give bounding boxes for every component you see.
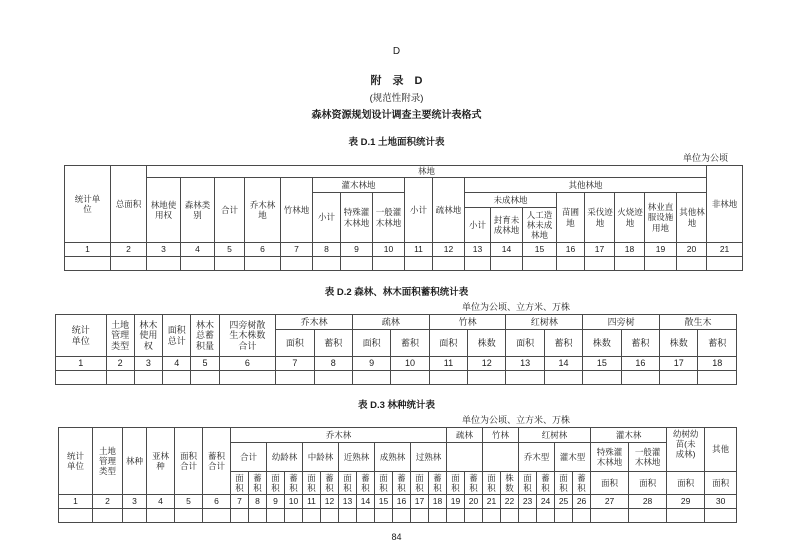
d1-header-forest-category-label: 森林类别 [184, 199, 211, 220]
d3-col-number: 2 [93, 495, 123, 509]
d2-col-number: 2 [106, 357, 134, 371]
d1-header-planted-young [523, 208, 557, 243]
d2-group-scattered-trees: 散生木 [660, 315, 737, 330]
d3-header-stock [393, 472, 411, 495]
d1-col-number: 4 [181, 243, 215, 257]
d3-empty-cell [465, 509, 483, 523]
d3-header-area-total-label: 面积合计 [179, 450, 197, 471]
table-d3 [58, 427, 737, 523]
d2-header-land-mgmt-type [106, 315, 134, 357]
d3-empty-cell [501, 509, 519, 523]
d3-header-area [375, 472, 393, 495]
d3-header-area-label: 面积 [487, 472, 496, 493]
d3-header-area-total [175, 428, 203, 495]
d3-empty-cell [285, 509, 303, 523]
d1-empty-cell [677, 257, 707, 271]
d3-empty-cell [303, 509, 321, 523]
d3-header-area [483, 472, 501, 495]
d3-header-near-mature: 近熟林 [339, 443, 375, 472]
d2-col-number: 1 [56, 357, 107, 371]
d3-empty-cell [629, 509, 667, 523]
d3-col-number: 5 [175, 495, 203, 509]
d3-header-stock-label: 蓄积 [433, 472, 442, 493]
table-d1 [64, 165, 743, 271]
d3-header-stock [465, 472, 483, 495]
d1-header-young-subtotal: 小计 [465, 208, 491, 243]
d1-empty-cell [585, 257, 615, 271]
d1-header-general-shrub-label: 一般灌木林地 [375, 207, 402, 228]
d3-header-sub-forest-type-label: 亚林种 [151, 450, 169, 471]
d2-header-area: 面积 [429, 330, 467, 357]
d2-header-tree-use-right-label: 林木使用权 [139, 319, 158, 351]
d3-header-stat-unit [59, 428, 93, 495]
d3-col-number: 20 [465, 495, 483, 509]
d3-col-number: 26 [573, 495, 591, 509]
d3-empty-cell [705, 509, 737, 523]
d3-header-general-shrub-label: 一般灌木林地 [634, 446, 661, 467]
d1-empty-cell [215, 257, 245, 271]
d3-header-stock [357, 472, 375, 495]
d2-empty-cell [106, 371, 134, 385]
d3-empty-cell [573, 509, 591, 523]
page-number: 84 [391, 532, 402, 542]
d1-col-number: 20 [677, 243, 707, 257]
d2-header-scattered-total [219, 315, 276, 357]
d1-group-other-forest-land: 其他林地 [465, 178, 707, 193]
d1-col-number: 16 [557, 243, 585, 257]
d3-header-stock [321, 472, 339, 495]
d3-header-area-label: 面积 [559, 472, 568, 493]
d1-empty-cell [645, 257, 677, 271]
d3-empty-cell [123, 509, 147, 523]
d3-col-number: 25 [555, 495, 573, 509]
d3-header-stock [573, 472, 591, 495]
d1-col-number: 3 [147, 243, 181, 257]
d3-col-number: 13 [339, 495, 357, 509]
d2-col-number: 9 [352, 357, 390, 371]
appendix-corner-label: D [392, 46, 401, 57]
d3-empty-under-bamboo [483, 443, 519, 472]
d1-header-nursery-land: 苗圃地 [557, 193, 585, 243]
d3-header-stock [249, 472, 267, 495]
d2-header-count: 株数 [660, 330, 698, 357]
d1-group-shrub-land: 灌木林地 [313, 178, 405, 193]
d3-empty-cell [411, 509, 429, 523]
d3-empty-cell [231, 509, 249, 523]
d3-header-area-label: 面积 [379, 472, 388, 493]
table-d2-unit-note: 单位为公顷、立方米、万株 [462, 302, 571, 312]
d3-header-stat-unit-label: 统计单位 [66, 450, 84, 471]
d3-empty-cell [555, 509, 573, 523]
d3-header-stock-label: 蓄积 [397, 472, 406, 493]
d2-empty-cell [163, 371, 191, 385]
d2-col-number: 15 [583, 357, 621, 371]
d3-header-area [411, 472, 429, 495]
d3-col-number: 18 [429, 495, 447, 509]
d3-empty-cell [175, 509, 203, 523]
d1-group-forest-land: 林地 [147, 166, 707, 178]
appendix-note: (规范性附录) [369, 93, 424, 104]
d1-empty-cell [557, 257, 585, 271]
d2-col-number: 5 [191, 357, 219, 371]
d1-group-young-land: 未成林地 [465, 193, 557, 208]
d3-header-count [501, 472, 519, 495]
d3-col-number: 30 [705, 495, 737, 509]
d1-col-number: 2 [111, 243, 147, 257]
d3-header-forest-type: 林种 [123, 428, 147, 495]
d2-header-stock: 蓄积 [544, 330, 582, 357]
d3-header-seedling-young [667, 428, 705, 472]
d1-empty-cell [111, 257, 147, 271]
d1-empty-cell [373, 257, 405, 271]
d2-empty-cell [391, 371, 429, 385]
d3-col-number: 21 [483, 495, 501, 509]
d1-header-cutover-land-label: 采伐迹地 [587, 207, 613, 228]
d3-group-mangrove-forest: 红树林 [519, 428, 591, 443]
d1-header-shrub-subtotal: 小计 [313, 193, 341, 243]
d2-empty-cell [429, 371, 467, 385]
d3-group-bamboo-forest: 竹林 [483, 428, 519, 443]
d3-header-seedling-young-label: 幼树幼苗(未成林) [672, 429, 699, 460]
d3-header-sub-forest-type [147, 428, 175, 495]
d2-col-number: 4 [163, 357, 191, 371]
d1-empty-cell [281, 257, 313, 271]
d2-header-stock: 蓄积 [621, 330, 659, 357]
d3-col-number: 3 [123, 495, 147, 509]
d3-col-number: 23 [519, 495, 537, 509]
d3-header-stock-label: 蓄积 [361, 472, 370, 493]
d3-header-area-wide: 面积 [705, 472, 737, 495]
d3-empty-cell [147, 509, 175, 523]
d2-col-number: 16 [621, 357, 659, 371]
d1-header-other-subtotal: 小计 [405, 178, 433, 243]
d3-empty-cell [447, 509, 465, 523]
d3-header-area [267, 472, 285, 495]
d1-header-planted-young-label: 人工造林未成林地 [526, 209, 553, 240]
d1-header-forestry-facility-land [645, 193, 677, 243]
table-d2-title: 表 D.2 森林、林木面积蓄积统计表 [324, 287, 469, 298]
d3-header-area-label: 面积 [235, 472, 244, 493]
d2-col-number: 6 [219, 357, 276, 371]
d1-empty-cell [341, 257, 373, 271]
d3-col-number: 17 [411, 495, 429, 509]
d3-header-over-mature: 过熟林 [411, 443, 447, 472]
d3-empty-cell [59, 509, 93, 523]
d2-group-mangrove-forest: 红树林 [506, 315, 583, 330]
d3-empty-cell [537, 509, 555, 523]
d2-header-area: 面积 [352, 330, 390, 357]
d2-empty-cell [506, 371, 544, 385]
d3-header-stock [537, 472, 555, 495]
d1-empty-cell [615, 257, 645, 271]
d3-group-sparse-forest: 疏林 [447, 428, 483, 443]
d3-header-mature: 成熟林 [375, 443, 411, 472]
d2-empty-cell [352, 371, 390, 385]
table-d1-title: 表 D.1 土地面积统计表 [348, 137, 445, 148]
d2-empty-cell [191, 371, 219, 385]
d2-header-stat-unit-label: 统计单位 [71, 324, 90, 346]
d3-col-number: 14 [357, 495, 375, 509]
d3-header-stock-total-label: 蓄积合计 [207, 450, 225, 471]
d2-header-area: 面积 [276, 330, 314, 357]
table-d1-unit-note: 单位为公顷 [682, 153, 728, 163]
d1-header-forestry-facility-land-label: 林业直服设施用地 [647, 202, 674, 233]
d1-header-non-forest-land: 非林地 [707, 166, 743, 243]
d3-group-arbor-forest: 乔木林 [231, 428, 447, 443]
d1-col-number: 19 [645, 243, 677, 257]
d3-header-area-label: 面积 [271, 472, 280, 493]
d2-empty-cell [698, 371, 737, 385]
d1-col-number: 14 [491, 243, 523, 257]
d3-header-area [519, 472, 537, 495]
d3-col-number: 27 [591, 495, 629, 509]
d2-header-area-total-label: 面积总计 [167, 324, 186, 346]
d3-header-area-label: 面积 [343, 472, 352, 493]
d3-header-stock-label: 蓄积 [253, 472, 262, 493]
d1-col-number: 9 [341, 243, 373, 257]
d1-col-number: 21 [707, 243, 743, 257]
d1-col-number: 13 [465, 243, 491, 257]
d3-col-number: 6 [203, 495, 231, 509]
d3-header-area [339, 472, 357, 495]
d3-header-stock-label: 蓄积 [469, 472, 478, 493]
d2-empty-cell [468, 371, 506, 385]
d1-header-total: 合计 [215, 178, 245, 243]
d2-header-area: 面积 [506, 330, 544, 357]
d3-header-other: 其他 [705, 428, 737, 472]
d2-empty-cell [583, 371, 621, 385]
d3-header-area [231, 472, 249, 495]
d1-col-number: 15 [523, 243, 557, 257]
d1-header-sparse-land: 疏林地 [433, 178, 465, 243]
d1-empty-cell [523, 257, 557, 271]
d1-col-number: 6 [245, 243, 281, 257]
d2-header-stock-total-label: 林木总蓄积量 [195, 319, 214, 351]
d1-empty-cell [181, 257, 215, 271]
d2-empty-cell [219, 371, 276, 385]
d3-col-number: 22 [501, 495, 519, 509]
d3-header-area-wide: 面积 [629, 472, 667, 495]
d3-header-land-mgmt-type [93, 428, 123, 495]
d1-col-number: 11 [405, 243, 433, 257]
d2-header-count: 株数 [468, 330, 506, 357]
d1-header-bamboo-land: 竹林地 [281, 178, 313, 243]
d2-group-bamboo-forest: 竹林 [429, 315, 506, 330]
d3-col-number: 11 [303, 495, 321, 509]
d1-empty-cell [433, 257, 465, 271]
d2-empty-cell [56, 371, 107, 385]
d3-empty-cell [393, 509, 411, 523]
d1-empty-cell [491, 257, 523, 271]
d1-col-number: 12 [433, 243, 465, 257]
d2-empty-cell [544, 371, 582, 385]
d1-header-closed-young [491, 208, 523, 243]
d3-empty-cell [321, 509, 339, 523]
d2-col-number: 18 [698, 357, 737, 371]
d3-empty-cell [591, 509, 629, 523]
d1-col-number: 7 [281, 243, 313, 257]
d1-empty-cell [245, 257, 281, 271]
table-d2 [55, 314, 737, 385]
d1-empty-cell [65, 257, 111, 271]
d3-col-number: 28 [629, 495, 667, 509]
d1-header-special-shrub-label: 特殊灌木林地 [343, 207, 370, 228]
d2-header-stock: 蓄积 [314, 330, 352, 357]
d1-header-burned-land-label: 火烧迹地 [617, 207, 643, 228]
d1-header-land-use-right-label: 林地使用权 [150, 199, 177, 220]
d1-col-number: 18 [615, 243, 645, 257]
d2-group-arbor-forest: 乔木林 [276, 315, 353, 330]
d3-header-area-label: 面积 [307, 472, 316, 493]
d2-col-number: 3 [134, 357, 162, 371]
d3-col-number: 19 [447, 495, 465, 509]
d3-empty-cell [249, 509, 267, 523]
d3-header-stock-total [203, 428, 231, 495]
d3-col-number: 8 [249, 495, 267, 509]
d2-empty-cell [660, 371, 698, 385]
d3-header-total: 合计 [231, 443, 267, 472]
d1-header-burned-land [615, 193, 645, 243]
d2-col-number: 14 [544, 357, 582, 371]
d2-header-scattered-total-label: 四旁树散生木株数合计 [229, 319, 266, 351]
d2-empty-cell [621, 371, 659, 385]
d3-col-number: 15 [375, 495, 393, 509]
d1-col-number: 10 [373, 243, 405, 257]
d1-col-number: 8 [313, 243, 341, 257]
d1-header-land-use-right [147, 178, 181, 243]
d3-empty-under-sparse [447, 443, 483, 472]
d3-header-area-label: 面积 [523, 472, 532, 493]
d2-col-number: 8 [314, 357, 352, 371]
d3-header-area-label: 面积 [415, 472, 424, 493]
d3-header-stock-label: 蓄积 [541, 472, 550, 493]
d1-header-other-forest-land-label: 其他林地 [679, 207, 705, 228]
d3-empty-cell [375, 509, 393, 523]
d2-col-number: 10 [391, 357, 429, 371]
d3-header-count-label: 株数 [505, 472, 514, 493]
d1-header-cutover-land [585, 193, 615, 243]
d3-empty-cell [667, 509, 705, 523]
d3-col-number: 24 [537, 495, 555, 509]
d2-header-stock: 蓄积 [391, 330, 429, 357]
document-heading: 森林资源规划设计调查主要统计表格式 [311, 110, 482, 121]
d3-header-stock [429, 472, 447, 495]
d3-header-stock-label: 蓄积 [577, 472, 586, 493]
d3-header-stock-label: 蓄积 [289, 472, 298, 493]
d2-header-count: 株数 [583, 330, 621, 357]
d2-col-number: 13 [506, 357, 544, 371]
d2-group-sipang-trees: 四旁树 [583, 315, 660, 330]
d3-col-number: 9 [267, 495, 285, 509]
d1-header-arbor-land [245, 178, 281, 243]
d2-header-area-total [163, 315, 191, 357]
d3-col-number: 16 [393, 495, 411, 509]
d3-header-area [447, 472, 465, 495]
d3-header-special-shrub [591, 443, 629, 472]
d3-header-general-shrub [629, 443, 667, 472]
d2-col-number: 11 [429, 357, 467, 371]
d3-header-area-label: 面积 [451, 472, 460, 493]
d2-empty-cell [276, 371, 314, 385]
d3-col-number: 29 [667, 495, 705, 509]
d3-empty-cell [93, 509, 123, 523]
d3-header-land-mgmt-type-label: 土地管理类型 [98, 445, 116, 476]
d2-empty-cell [134, 371, 162, 385]
d3-header-special-shrub-label: 特殊灌木林地 [596, 446, 623, 467]
d3-empty-cell [429, 509, 447, 523]
d1-header-other-forest-land [677, 193, 707, 243]
d2-col-number: 12 [468, 357, 506, 371]
d3-header-middle-age: 中龄林 [303, 443, 339, 472]
d1-empty-cell [405, 257, 433, 271]
d3-empty-cell [267, 509, 285, 523]
d3-empty-cell [203, 509, 231, 523]
appendix-heading: 附 录 D [370, 75, 423, 87]
d2-header-tree-use-right [134, 315, 162, 357]
d2-col-number: 17 [660, 357, 698, 371]
d3-header-area-wide: 面积 [591, 472, 629, 495]
d1-col-number: 17 [585, 243, 615, 257]
d2-empty-cell [314, 371, 352, 385]
d1-header-stat-unit-label: 统计单位 [74, 193, 101, 214]
table-d3-unit-note: 单位为公顷、立方米、万株 [462, 415, 571, 425]
d3-group-shrub-forest: 灌木林 [591, 428, 667, 443]
d3-empty-cell [357, 509, 375, 523]
d3-empty-cell [483, 509, 501, 523]
d3-col-number: 7 [231, 495, 249, 509]
d1-header-general-shrub [373, 193, 405, 243]
d3-header-arbor-type: 乔木型 [519, 443, 555, 472]
d2-col-number: 7 [276, 357, 314, 371]
d1-empty-cell [147, 257, 181, 271]
d3-col-number: 4 [147, 495, 175, 509]
d2-header-stock-total [191, 315, 219, 357]
d1-empty-cell [465, 257, 491, 271]
d1-col-number: 5 [215, 243, 245, 257]
d3-empty-cell [519, 509, 537, 523]
d3-header-area [555, 472, 573, 495]
d2-group-sparse-forest: 疏林 [352, 315, 429, 330]
d3-header-stock-label: 蓄积 [325, 472, 334, 493]
d1-empty-cell [313, 257, 341, 271]
d2-header-stock: 蓄积 [698, 330, 737, 357]
d3-col-number: 10 [285, 495, 303, 509]
d2-header-stat-unit [56, 315, 107, 357]
d1-header-forest-category [181, 178, 215, 243]
d1-col-number: 1 [65, 243, 111, 257]
d3-header-young-age: 幼龄林 [267, 443, 303, 472]
d1-header-stat-unit [65, 166, 111, 243]
d3-header-shrub-type: 灌木型 [555, 443, 591, 472]
d3-empty-cell [339, 509, 357, 523]
d3-col-number: 1 [59, 495, 93, 509]
d1-empty-cell [707, 257, 743, 271]
d1-header-closed-young-label: 封育未成林地 [493, 214, 520, 235]
d3-header-area [303, 472, 321, 495]
d1-header-total-area: 总面积 [111, 166, 147, 243]
d2-header-land-mgmt-type-label: 土地管理类型 [111, 319, 130, 351]
d1-header-arbor-land-label: 乔木林地 [249, 199, 276, 220]
d1-header-special-shrub [341, 193, 373, 243]
d3-header-stock [285, 472, 303, 495]
d3-header-area-wide: 面积 [667, 472, 705, 495]
d3-col-number: 12 [321, 495, 339, 509]
table-d3-title: 表 D.3 林种统计表 [357, 400, 436, 411]
